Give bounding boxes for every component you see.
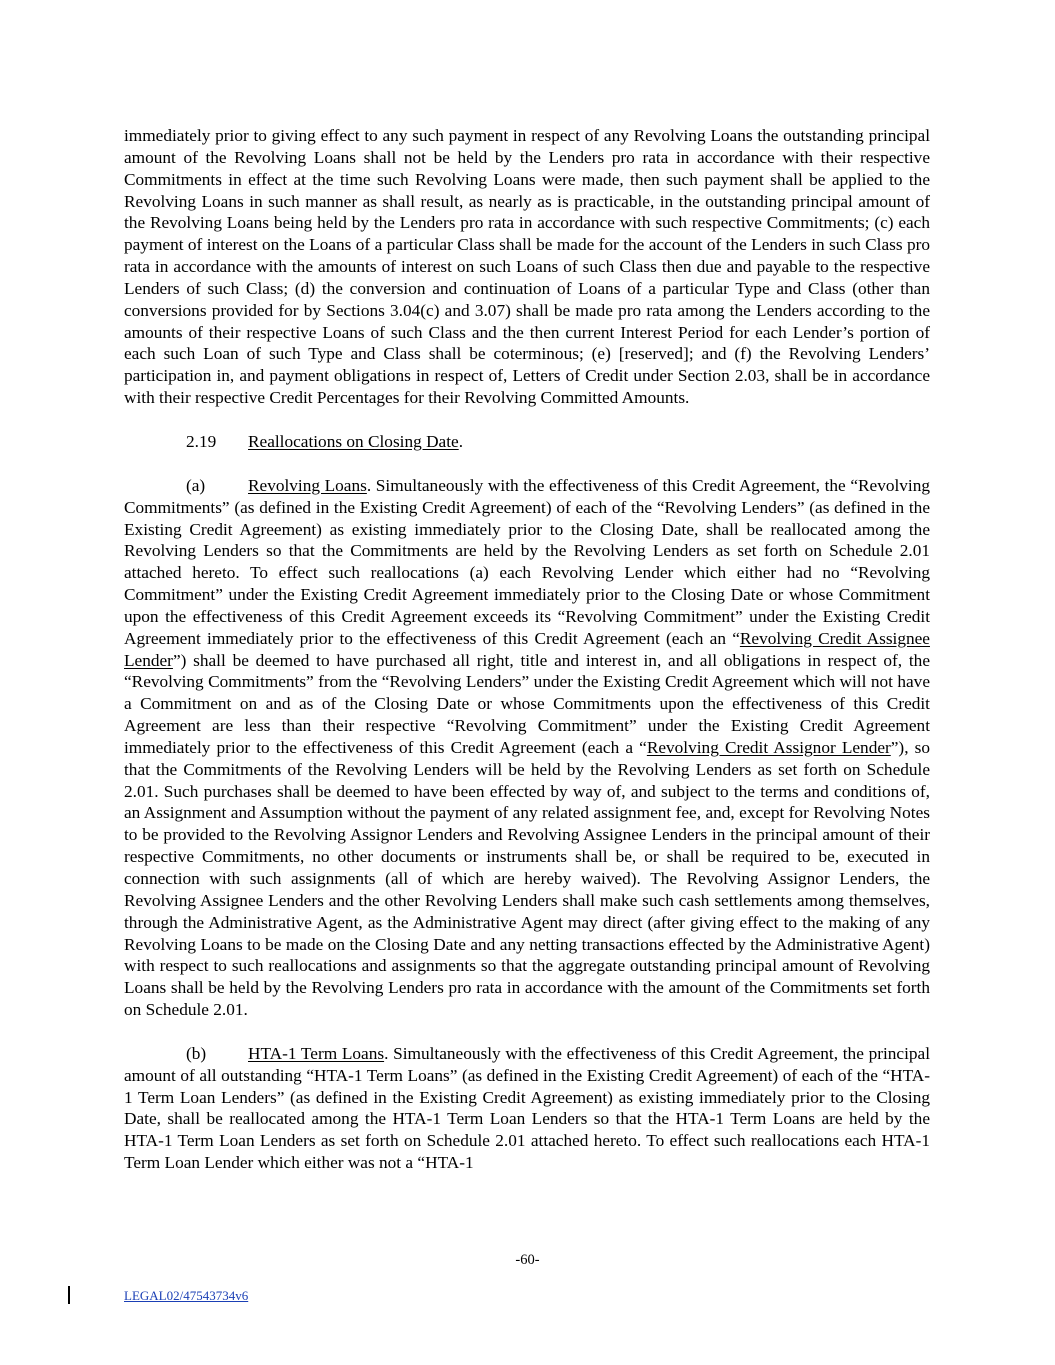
term-assignor-lender: Revolving Credit Assignor Lender — [646, 737, 891, 757]
change-bar — [68, 1286, 70, 1304]
paragraph-b-label: (b) — [186, 1043, 207, 1063]
paragraph-a — [124, 475, 930, 1021]
paragraph-a-text-1: . Simultaneously with the effectiveness of this Credit Agreement, the “Revolving Commitments” (as defined in the Existing Credit Agreement) of each of the “Revolving Lenders” (as defined in the Existing Credit Agreement) as existing immediately prior to the Closing Date, shall be reallocated among the Revolving Lenders so that the Commitments are held by the Revolving Lenders as set forth on Schedule 2.01 attached hereto. To effect such reallocations (a) each Revolving Lender which either had no “Revolving Commitment” under the Existing Credit Agreement immediately prior to the Closing Date or whose Commitment upon the effectiveness of this Credit Agreement exceeds its “Revolving Commitment” under the Existing Credit Agreement immediately prior to the effectiveness of this Credit Agreement (each an “ — [124, 475, 931, 648]
term-assignee-lender: Revolving Credit Assignee Lender — [124, 628, 930, 670]
paragraph-b — [124, 1043, 930, 1174]
section-heading — [124, 431, 930, 453]
section-title: Reallocations on Closing Date — [248, 431, 459, 451]
paragraph-continuation: immediately prior to giving effect to any such payment in respect of any Revolving Loans the outstanding principal amount of the Revolving Loans shall not be held by the Lenders pro rata in accordance with their respective Commitments in effect at the time such Revolving Loans were made, then such payment shall be applied to the Revolving Loans in such manner as shall result, as nearly as is practicable, in the outstanding principal amount of the Revolving Loans being held by the Lenders pro rata in accordance with such respective Commitments; (c) each payment of interest on the Loans of a particular Class shall be made for the account of the Lenders in such Class pro rata in accordance with the amounts of interest on such Loans of such Class then due and payable to the respective Lenders of such Class; (d) the conversion and continuation of Loans of a particular Type and Class (other than conversions provided for by Sections 3.04(c) and 3.07) shall be made pro rata among the Lenders according to the amounts of their respective Loans of such Class and the then current Interest Period for each Lender’s portion of each such Loan of such Type and Class shall be coterminous; (e) [reserved]; and (f) the Revolving Lenders’ participation in, and payment obligations in respect of, Letters of Credit under Section 2.03, shall be in accordance with their respective Credit Percentages for their Revolving Committed Amounts. — [124, 126, 930, 408]
page-number: -60- — [515, 1252, 540, 1268]
paragraph-b-title: HTA-1 Term Loans — [248, 1043, 385, 1063]
document-id: LEGAL02/47543734v6 — [124, 1288, 249, 1303]
section-number: 2.19 — [186, 431, 217, 451]
paragraph-b-text: . Simultaneously with the effectiveness of this Credit Agreement, the principal amount of all outstanding “HTA-1 Term Loans” (as defined in the Existing Credit Agreement) of each of the “HTA-1 Term Loan Lenders” (as defined in the Existing Credit Agreement) as existing immediately prior to the Closing Date, shall be reallocated among the HTA-1 Term Loan Lenders so that the HTA-1 Term Loans are held by the HTA-1 Term Loan Lenders as set forth on Schedule 2.01 attached hereto. To effect such reallocations each HTA-1 Term Loan Lender which either was not a “HTA-1 — [124, 1043, 930, 1173]
paragraph-a-title: Revolving Loans — [248, 475, 367, 495]
section-title-period: . — [458, 431, 464, 451]
document-body — [124, 125, 930, 1174]
paragraph-a-label: (a) — [186, 475, 206, 495]
paragraph-a-text-3: ”), so that the Commitments of the Revolving Lenders will be held by the Revolving Lenders as set forth on Schedule 2.01. Such purchases shall be deemed to have been effected by way of, and subject to the terms and conditions of, an Assignment and Assumption without the payment of any related assignment fee, and, except for Revolving Notes to be provided to the Revolving Assignor Lenders and Revolving Assignee Lenders in the principal amount of their respective Commitments, no other documents or instruments shall be, or shall be required to be, executed in connection with such assignments (all of which are hereby waived). The Revolving Assignor Lenders, the Revolving Assignee Lenders and the other Revolving Lenders shall make such cash settlements among themselves, through the Administrative Agent, as the Administrative Agent may direct (after giving effect to the making of any Revolving Loans to be made on the Closing Date and any netting transactions effected by the Administrative Agent) with respect to such reallocations and assignments so that the aggregate outstanding principal amount of Revolving Loans shall be held by the Revolving Lenders pro rata in accordance with the amount of the Commitments set forth on Schedule 2.01. — [124, 737, 930, 1020]
paragraph-a-text-2: ”) shall be deemed to have purchased all right, title and interest in, and all obligations in respect of, the “Revolving Commitments” from the “Revolving Lenders” under the Existing Credit Agreement which will not have a Commitment on and as of the Closing Date or whose Commitments upon the effectiveness of this Credit Agreement are less than their respective “Revolving Commitment” under the Existing Credit Agreement immediately prior to the effectiveness of this Credit Agreement (each a “ — [124, 650, 930, 757]
